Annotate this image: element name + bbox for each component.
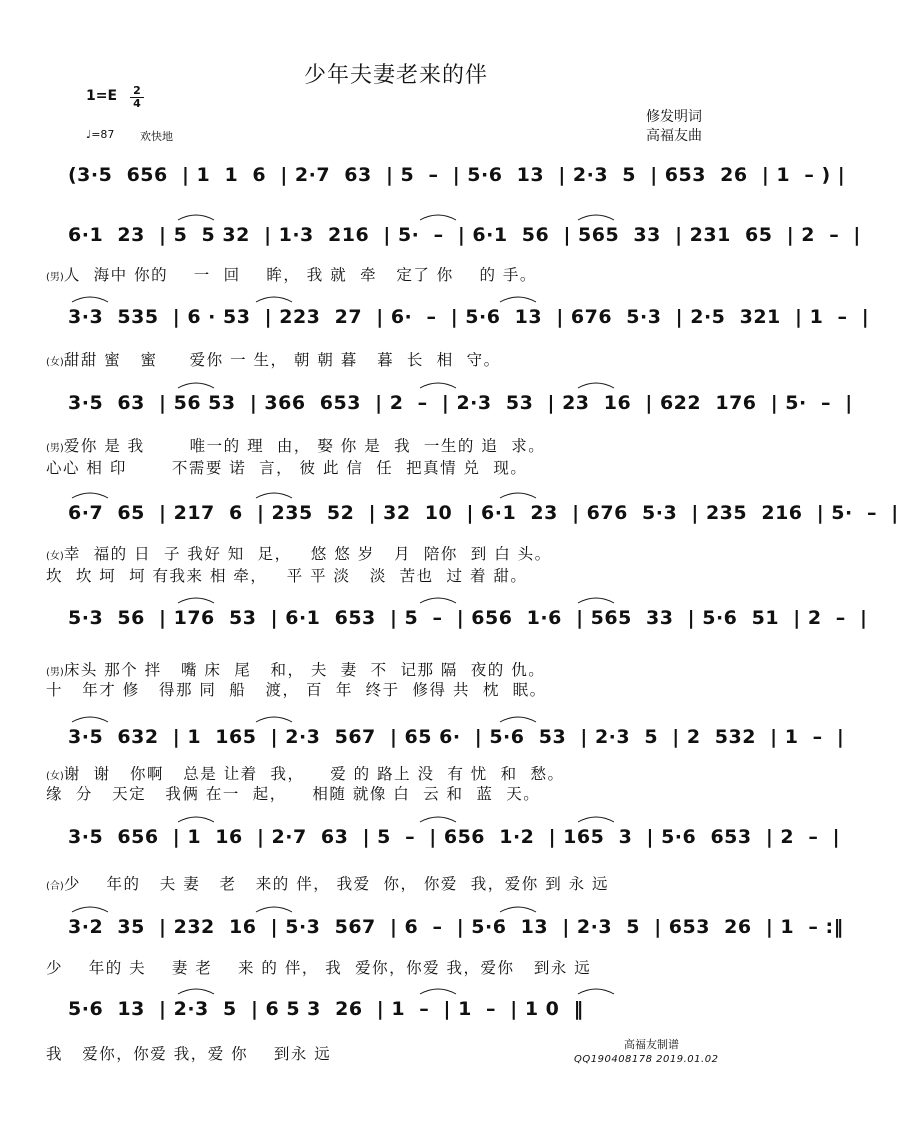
- singer-role: (女): [46, 357, 64, 368]
- slur-arc: [72, 297, 108, 302]
- notation-line: 3·5 632 | 1 165 | 2·3 567 | 65 6· | 5·6 53 | 2·3 5 | 2 532 | 1 – |: [68, 726, 845, 748]
- singer-role: (男): [46, 443, 64, 454]
- transcriber-credit: 高福友制谱: [624, 1038, 679, 1051]
- key-signature: 1=E: [86, 88, 118, 104]
- slur-arc: [178, 817, 214, 822]
- lyric-text: 幸 福的 日 子 我好 知 足， 悠 悠 岁 月 陪你 到 白 头。: [63, 545, 552, 563]
- lyric-text: 人 海中 你的 一 回 眸， 我 就 牵 定了 你 的 手。: [63, 266, 537, 284]
- singer-role: (男): [46, 272, 64, 283]
- slur-arc: [420, 383, 456, 388]
- singer-role: (女): [46, 551, 64, 562]
- lyric-line: [46, 1044, 331, 1067]
- lyric-line: [46, 436, 545, 459]
- song-title: 少年夫妻老来的伴: [303, 63, 488, 88]
- tempo-marking: ♩=87: [86, 128, 115, 141]
- lyric-text: 甜甜 蜜 蜜 爱你 一 生， 朝 朝 暮 暮 长 相 守。: [63, 351, 501, 369]
- slur-arc: [256, 297, 292, 302]
- slur-arc: [256, 493, 292, 498]
- lyric-text: 我 爱你，你爱 我，爱 你 到永 远: [46, 1045, 332, 1063]
- slur-arc: [578, 215, 614, 220]
- slur-arc: [500, 907, 536, 912]
- slur-arc: [500, 297, 536, 302]
- slur-arc: [420, 215, 456, 220]
- slur-arc: [420, 989, 456, 994]
- lyricist-credit: 修发明词: [646, 109, 702, 125]
- slur-arc: [578, 817, 614, 822]
- slur-arc: [178, 598, 214, 603]
- slur-arc: [420, 598, 456, 603]
- contact-and-date: QQ190408178 2019.01.02: [574, 1054, 719, 1065]
- slur-arc: [178, 989, 214, 994]
- notation-line: (3·5 656 | 1 1 6 | 2·7 63 | 5 – | 5·6 13 | 2·3 5 | 653 26 | 1 – ) |: [68, 164, 846, 186]
- lyric-text: 少 年的 夫 妻 老 来 的 伴， 我 爱你，你爱 我，爱你 到永 远: [46, 959, 592, 977]
- composer-credit: 高福友曲: [646, 128, 702, 144]
- lyric-text: 爱你 是 我 唯一的 理 由， 娶 你 是 我 一生的 追 求。: [63, 437, 546, 455]
- lyric-text: 床头 那个 拌 嘴 床 尾 和， 夫 妻 不 记那 隔 夜的 仇。: [63, 661, 546, 679]
- lyric-line: [46, 958, 591, 981]
- time-signature-top: 2: [133, 84, 141, 97]
- lyric-line: [46, 458, 527, 481]
- singer-role: (男): [46, 667, 64, 678]
- slur-arc: [72, 907, 108, 912]
- singer-role: (合): [46, 881, 64, 892]
- lyric-line: [46, 680, 547, 703]
- notation-line: 6·1 23 | 5 5 32 | 1·3 216 | 5· – | 6·1 56 | 565 33 | 231 65 | 2 – |: [68, 224, 861, 246]
- slur-arc: [578, 383, 614, 388]
- slur-arc: [500, 717, 536, 722]
- slur-arc: [178, 215, 214, 220]
- notation-line: 3·5 63 | 56 53 | 366 653 | 2 – | 2·3 53 | 23 16 | 622 176 | 5· – |: [68, 392, 853, 414]
- notation-line: 5·3 56 | 176 53 | 6·1 653 | 5 – | 656 1·6 | 565 33 | 5·6 51 | 2 – |: [68, 607, 868, 629]
- notation-line: 5·6 13 | 2·3 5 | 6 5 3 26 | 1 – | 1 – | 1 0 ‖: [68, 998, 584, 1020]
- slur-arc: [578, 598, 614, 603]
- slur-arc: [178, 383, 214, 388]
- lyric-text: 谢 谢 你啊 总是 让着 我， 爱 的 路上 没 有 忧 和 愁。: [63, 765, 565, 783]
- time-signature: [130, 86, 144, 109]
- expression-marking: 欢快地: [140, 130, 173, 143]
- slur-arc: [500, 493, 536, 498]
- slur-arc: [578, 989, 614, 994]
- time-signature-bottom: 4: [133, 97, 141, 110]
- notation-line: 6·7 65 | 217 6 | 235 52 | 32 10 | 6·1 23 | 676 5·3 | 235 216 | 5· – |: [68, 502, 899, 524]
- lyric-line: [46, 874, 609, 897]
- lyric-text: 少 年的 夫 妻 老 来的 伴， 我爱 你， 你爱 我，爱你 到 永 远: [63, 875, 610, 893]
- slur-arc: [256, 907, 292, 912]
- slur-arc: [256, 717, 292, 722]
- lyric-text: 心心 相 印 不需要 诺 言， 彼 此 信 任 把真情 兑 现。: [46, 459, 528, 477]
- slur-arc: [72, 493, 108, 498]
- notation-line: 3·5 656 | 1 16 | 2·7 63 | 5 – | 656 1·2 | 165 3 | 5·6 653 | 2 – |: [68, 826, 841, 848]
- notation-line: 3·2 35 | 232 16 | 5·3 567 | 6 – | 5·6 13 | 2·3 5 | 653 26 | 1 – :‖: [68, 916, 844, 938]
- singer-role: (女): [46, 771, 64, 782]
- lyric-text: 十 年才 修 得那 同 船 渡， 百 年 终于 修得 共 枕 眠。: [46, 681, 547, 699]
- lyric-text: 缘 分 天定 我俩 在一 起， 相随 就像 白 云 和 蓝 天。: [46, 785, 541, 803]
- lyric-line: [46, 784, 540, 807]
- slur-arc: [420, 817, 456, 822]
- lyric-line: [46, 544, 552, 567]
- notation-line: 3·3 535 | 6 · 53 | 223 27 | 6· – | 5·6 13 | 676 5·3 | 2·5 321 | 1 – |: [68, 306, 870, 328]
- lyric-line: [46, 265, 537, 288]
- lyric-line: [46, 566, 527, 589]
- slur-arc: [72, 717, 108, 722]
- lyric-line: [46, 350, 501, 373]
- lyric-text: 坎 坎 坷 坷 有我来 相 牵， 平 平 淡 淡 苦也 过 着 甜。: [46, 567, 528, 585]
